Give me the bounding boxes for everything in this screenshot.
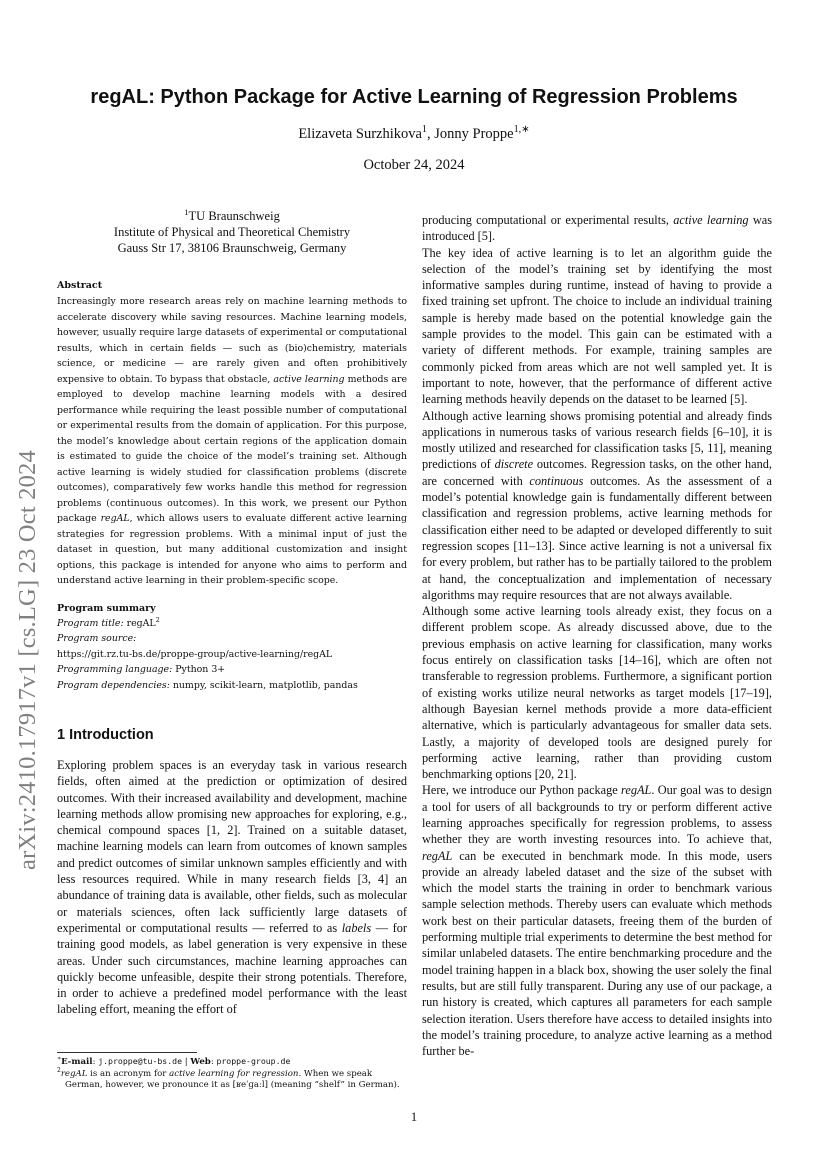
author-affil-mark: 1 <box>421 124 427 136</box>
footnote-acronym: $^2$regAL is an acronym for active learning for regression. When we speak German, however, we pronounce it as [ʁeˈɡaːl] (meaning “shelf” in German). <box>57 1066 400 1090</box>
author-name: Jonny Proppe <box>434 126 514 142</box>
affiliation-address: Gauss Str 17, 38106 Braunschweig, Germany <box>117 241 347 255</box>
affiliation-institute: Institute of Physical and Theoretical Chemistry <box>113 225 351 239</box>
author-affil-mark: 1,∗ <box>513 124 530 136</box>
footnotes <box>57 1056 407 1092</box>
introduction-paragraph: Exploring problem spaces is an everyday task in various research fields, often aimed at the prediction or optimization of desired outcomes. With their increased availability and development, machine learning methods allow promising new approaches for exploring, e.g., chemical compound spaces [1, 2]. Trained on a suitable dataset, machine learning models can learn from outcomes of known samples and predict outcomes of similar unknown samples efficiently and with less resources required. While in many research fields [3, 4] an abundance of training data is available, other fields, such as molecular or materials sciences, often lack sufficiently large datasets of experimental or computational results — referred to as labels — for training good models, as label generation is very expensive in these areas. Under such circumstances, machine learning approaches can quickly become unfeasible, despite their strong potentials. Therefore, in order to achieve a predefined model performance with the least labeling effort, meaning the effort of <box>57 758 407 1017</box>
web-link[interactable]: proppe-group.de <box>216 1056 291 1066</box>
program-source-line: Program source: <box>57 633 137 644</box>
program-dependencies-line: Program dependencies: numpy, scikit-learn, matplotlib, pandas <box>57 679 358 691</box>
program-summary-heading: Program summary <box>57 602 156 614</box>
left-column <box>57 208 407 1018</box>
body-paragraph: Here, we introduce our Python package regAL. Our goal was to design a tool for users of all backgrounds to try or perform different active learning approaches specifically for regression problems, to assess whether they are worth investing resources into. To achieve that, regAL can be executed in benchmark mode. In this mode, users provide an already labeled dataset and the size of the subset with which the model starts the training in order to benchmark various sample selection methods. Thereby users can evaluate which methods work best on their particular datasets, freeing them of the burden of performing multiple trial experiments to determine the best method for similar unlabeled datasets. The entire benchmarking procedure and the model training happen in a black box, showing the user solely the final results, but are still fully transparent. During any use of our package, a run history is created, which captures all parameters for each sample selection iteration. Users therefore have access to detailed insights into the model’s training procedure, to analyze active learning as a method further be- <box>422 783 772 1059</box>
paper-title: regAL: Python Package for Active Learning of Regression Problems <box>90 86 738 108</box>
author-list: Elizaveta Surzhikova$^1$, Jonny Proppe$^{1,∗}$ <box>298 124 530 142</box>
section-heading-introduction: 1 Introduction <box>57 727 154 743</box>
affiliation-block <box>57 208 407 256</box>
affiliation-line <box>57 208 407 224</box>
email-link[interactable]: j.proppe@tu-bs.de <box>98 1056 183 1066</box>
affiliation-mark: 1 <box>184 206 189 217</box>
program-title-line: Program title: regAL$^2$ <box>57 615 160 629</box>
abstract-heading: Abstract <box>57 280 103 291</box>
body-paragraph: producing computational or experimental results, active learning was introduced [5]. <box>422 213 773 244</box>
author-name: Elizaveta Surzhikova <box>298 126 422 142</box>
program-source-link[interactable]: https://git.rz.tu-bs.de/proppe-group/active-learning/regAL <box>57 648 333 660</box>
body-paragraph: Although active learning shows promising potential and already finds applications in numerous tasks of various research fields [6–10], it is mostly utilized and researched for classification tasks [5, 11], meaning predictions of discrete outcomes. Regression tasks, on the other hand, are concerned with continuous outcomes. As the assessment of a model’s potential knowledge gain is fundamentally different between classification and regression problems, active learning methods for classification either need to be adapted or developed differently to suit regression scopes [11–13]. Since active learning is not a universal fix for every problem, but rather has to be partially tailored to the problem at hand, the conceptualization and implementation of necessary algorithms may require resources that are not always available. <box>422 408 772 602</box>
program-language-line: Programming language: Python 3+ <box>57 664 226 675</box>
body-paragraph: Although some active learning tools already exist, they focus on a different problem scope. As already discussed above, due to the previous emphasis on active learning for classification, many works focus entirely on classification tasks [14–16], which are often not transferable to regression problems. Furthermore, a significant portion of existing works utilize neural networks as target models [17–19], although Bayesian kernel methods provide a more data-efficient alternative, which is particularly advantageous for smaller data sets. Lastly, a majority of developed tools are designed purely for performing active learning, rather than providing custom benchmarking options [20, 21]. <box>422 604 772 782</box>
footnote-contact: ∗E-mail: j.proppe@tu-bs.de | Web: proppe-group.de <box>57 1055 291 1067</box>
footnote-rule <box>57 1052 197 1053</box>
abstract-body: Increasingly more research areas rely on machine learning methods to accelerate discovery while saving resources. Machine learning models, however, usually require large datasets of experimental or computational results, which in certain fields — such as (bio)chemistry, materials science, or medicine — are rarely given and often prohibitively expensive to obtain. To bypass that obstacle, active learning methods are employed to develop machine learning models with a desired performance while requiring the least possible number of computational or experimental results from the domain of application. For this purpose, the model’s knowledge about certain regions of the application domain is estimated to guide the choice of the model’s training set. Although active learning is widely studied for classification problems (discrete outcomes), comparatively few works handle this method for regression problems (continuous outcomes). In this work, we present our Python package regAL, which allows users to evaluate different active learning strategies for regression problems. With a minimal input of just the dataset in question, but many additional customization and insight options, this package is intended for anyone who aims to perform and understand active learning in their problem-specific scope. <box>57 296 407 586</box>
arxiv-identifier: arXiv:2410.17917v1 [cs.LG] 23 Oct 2024 <box>14 450 41 870</box>
right-column <box>422 212 772 1059</box>
body-paragraph: The key idea of active learning is to let an algorithm guide the selection of the model’s training set by identifying the most informative samples during runtime, instead of having to provide a fixed training set upfront. The choice to include an individual training sample is hereby made based on the potential knowledge gain the sample provides to the model. This gain can be estimated with a variety of different methods. For example, training samples are commonly picked from areas which are not well sampled yet. It is important to note, however, that the performance of different active learning methods heavily depends on the dataset to be learned [5]. <box>422 245 772 407</box>
page-number: 1 <box>410 1110 418 1124</box>
affiliation-university: TU Braunschweig <box>188 209 280 223</box>
paper-date: October 24, 2024 <box>363 157 465 173</box>
